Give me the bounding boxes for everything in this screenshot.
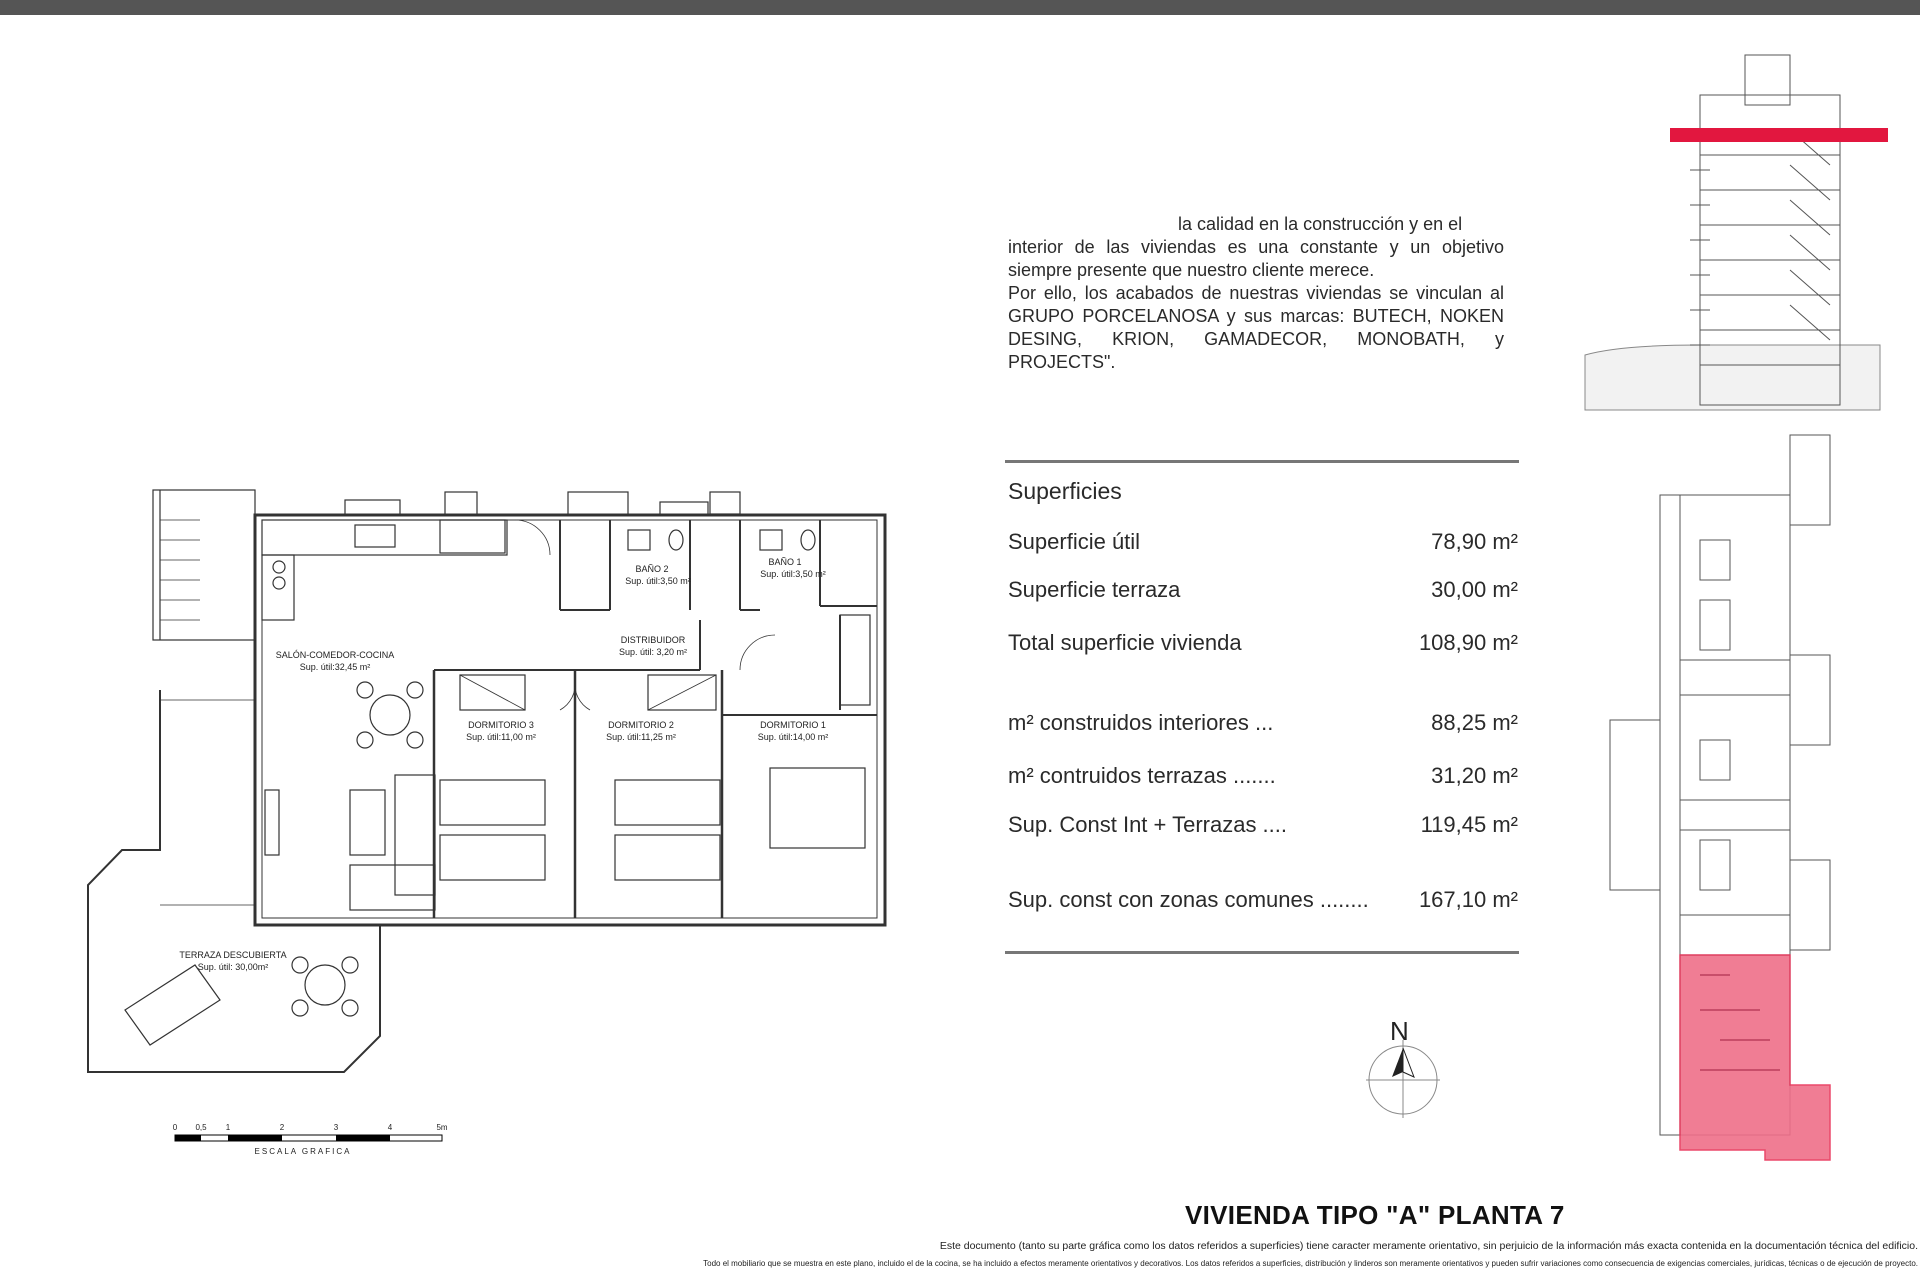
sun-lounger — [125, 965, 220, 1045]
room-name: TERRAZA DESCUBIERTA — [179, 950, 287, 960]
surface-label: Superficie útil — [1008, 529, 1141, 554]
chair — [407, 732, 423, 748]
room-name: SALÓN-COMEDOR-COCINA — [275, 650, 395, 660]
north-arrow — [1360, 1010, 1460, 1120]
washbasin — [760, 530, 782, 550]
stair-block — [153, 490, 255, 640]
door-swing — [515, 520, 550, 555]
roof-block — [1745, 55, 1790, 105]
scale-tick: 4 — [387, 1123, 393, 1132]
room-area: Sup. útil:14,00 m² — [757, 732, 829, 742]
room-area: Sup. útil:32,45 m² — [299, 662, 371, 672]
intro-para2: Por ello, los acabados de nuestras viviendas se vinculan al GRUPO PORCELANOSA y sus marcas: BUTECH, NOKEN DESING, KRION, GAMADECOR, MONOBATH, y PROJECTS". — [1008, 283, 1504, 372]
floor-plan — [80, 470, 900, 1170]
room-area: Sup. útil:3,50 m² — [625, 576, 691, 586]
bed — [615, 835, 720, 880]
dining-table — [370, 695, 410, 735]
wardrobe — [840, 615, 870, 705]
room-name: BAÑO 1 — [768, 557, 802, 567]
scale-label: ESCALA GRAFICA — [254, 1147, 352, 1156]
top-bar — [0, 0, 1920, 15]
sofa — [395, 775, 435, 895]
table-bottom-rule — [1005, 951, 1519, 954]
scale-tick: 1 — [225, 1123, 231, 1132]
chair — [407, 682, 423, 698]
surface-label: m² construidos interiores ... — [1008, 710, 1274, 735]
key-plan-balcony — [1790, 860, 1830, 950]
toilet — [801, 530, 815, 550]
table-top-rule — [1005, 460, 1519, 463]
intro-line-rest: interior de las viviendas es una constante y un objetivo siempre presente que nuestro cliente merece. — [1008, 237, 1504, 280]
wardrobe-diag — [648, 675, 716, 710]
key-plan-edge — [1660, 495, 1680, 1135]
kitchen-counter-side — [262, 555, 294, 620]
surface-value: 31,20 m² — [1431, 763, 1518, 788]
room-name: DORMITORIO 1 — [760, 720, 826, 730]
bed — [440, 780, 545, 825]
chair — [342, 1000, 358, 1016]
north-label: N — [1390, 1016, 1409, 1046]
key-plan-dividers — [1680, 660, 1790, 955]
plan-vent — [568, 492, 628, 515]
sofa — [350, 865, 435, 910]
bedroom-walls — [434, 670, 722, 918]
surface-value: 167,10 m² — [1418, 887, 1518, 912]
terrace-table — [305, 965, 345, 1005]
room-area: Sup. útil: 3,20 m² — [618, 647, 688, 657]
key-plan-balcony — [1790, 435, 1830, 525]
chair — [357, 682, 373, 698]
surface-label: Total superficie vivienda — [1008, 630, 1242, 655]
chair — [292, 1000, 308, 1016]
room-area: Sup. útil:3,50 m² — [760, 569, 826, 579]
room-name: BAÑO 2 — [635, 564, 669, 574]
toilet — [669, 530, 683, 550]
key-plan-balcony — [1790, 655, 1830, 745]
surface-value: 30,00 m² — [1431, 577, 1518, 602]
plan-vent — [660, 502, 708, 515]
terrain — [1585, 345, 1880, 410]
plan-inner-wall — [262, 520, 877, 918]
room-area: Sup. útil:11,25 m² — [606, 732, 676, 742]
washbasin — [628, 530, 650, 550]
surface-label: Superficie terraza — [1008, 577, 1181, 602]
surfaces-title: Superficies — [1008, 478, 1122, 504]
disclaimer-2: Todo el mobiliario que se muestra en este plano, incluido el de la cocina, se ha incluido a efectos meramente orientativos y decorativos. Los datos referidos a superficies, distribución y linderos son meramente orientativos y pueden sufrir variaciones como consecuencia de exigencias comerciales, jurídicas, técnicas o de ejecución de proyecto. — [703, 1259, 1918, 1268]
plan-vent — [445, 492, 477, 515]
scale-bar — [173, 1123, 448, 1156]
intro-line-first: la calidad en la construcción y en el — [1178, 214, 1463, 234]
scale-tick: 3 — [333, 1123, 339, 1132]
bed — [615, 780, 720, 825]
wardrobe-diag — [460, 675, 525, 710]
intro-text — [1008, 213, 1504, 374]
door-swing — [740, 635, 775, 670]
plan-title: VIVIENDA TIPO "A" PLANTA 7 — [1185, 1200, 1565, 1230]
surface-value: 88,25 m² — [1431, 710, 1518, 735]
terrace-marks — [160, 700, 255, 905]
radiator — [265, 790, 279, 855]
scale-tick: 0 — [172, 1123, 178, 1132]
sofa-table — [350, 790, 385, 855]
surface-value: 119,45 m² — [1420, 812, 1518, 837]
terrace-outline — [88, 690, 380, 1072]
fridge — [440, 520, 505, 553]
scale-tick: 5m — [436, 1123, 448, 1132]
scale-tick: 2 — [279, 1123, 285, 1132]
room-name: DORMITORIO 3 — [468, 720, 534, 730]
stair-lines — [1790, 130, 1830, 340]
surface-value: 108,90 m² — [1418, 630, 1518, 655]
disclaimer-1: Este documento (tanto su parte gráfica como los datos referidos a superficies) tiene caracter meramente orientativo, sin perjuicio de la información más exacta contenida en la documentación técnica del edificio. — [939, 1240, 1918, 1252]
room-area: Sup. útil:11,00 m² — [466, 732, 536, 742]
corridor-walls — [434, 615, 840, 710]
surface-label: m² contruidos terrazas ....... — [1008, 763, 1276, 788]
scale-tick: 0,5 — [195, 1123, 207, 1132]
hob — [273, 577, 285, 589]
floor-highlight-bar — [1670, 128, 1888, 142]
surface-value: 78,90 m² — [1431, 529, 1518, 554]
door-swing — [575, 680, 590, 710]
double-bed — [770, 768, 865, 848]
room-name: DORMITORIO 2 — [608, 720, 674, 730]
key-plan-rooms — [1700, 540, 1730, 890]
chair — [292, 957, 308, 973]
key-plan-core — [1610, 720, 1660, 890]
room-area: Sup. útil: 30,00m² — [197, 962, 269, 972]
unit-highlight — [1680, 955, 1830, 1160]
room-name: DISTRIBUIDOR — [620, 635, 686, 645]
building-section — [1580, 50, 1890, 420]
surface-label: Sup. Const Int + Terrazas .... — [1008, 812, 1288, 837]
bed — [440, 835, 545, 880]
chair — [357, 732, 373, 748]
sink — [355, 525, 395, 547]
chair — [342, 957, 358, 973]
door-swing — [560, 680, 575, 710]
key-plan — [1600, 430, 1890, 1170]
stair-steps — [160, 520, 200, 620]
plan-vent — [710, 492, 740, 514]
plan-vent — [345, 500, 400, 515]
surface-label: Sup. const con zonas comunes ........ — [1008, 887, 1369, 912]
hob — [273, 561, 285, 573]
bath2-walls — [560, 520, 610, 610]
